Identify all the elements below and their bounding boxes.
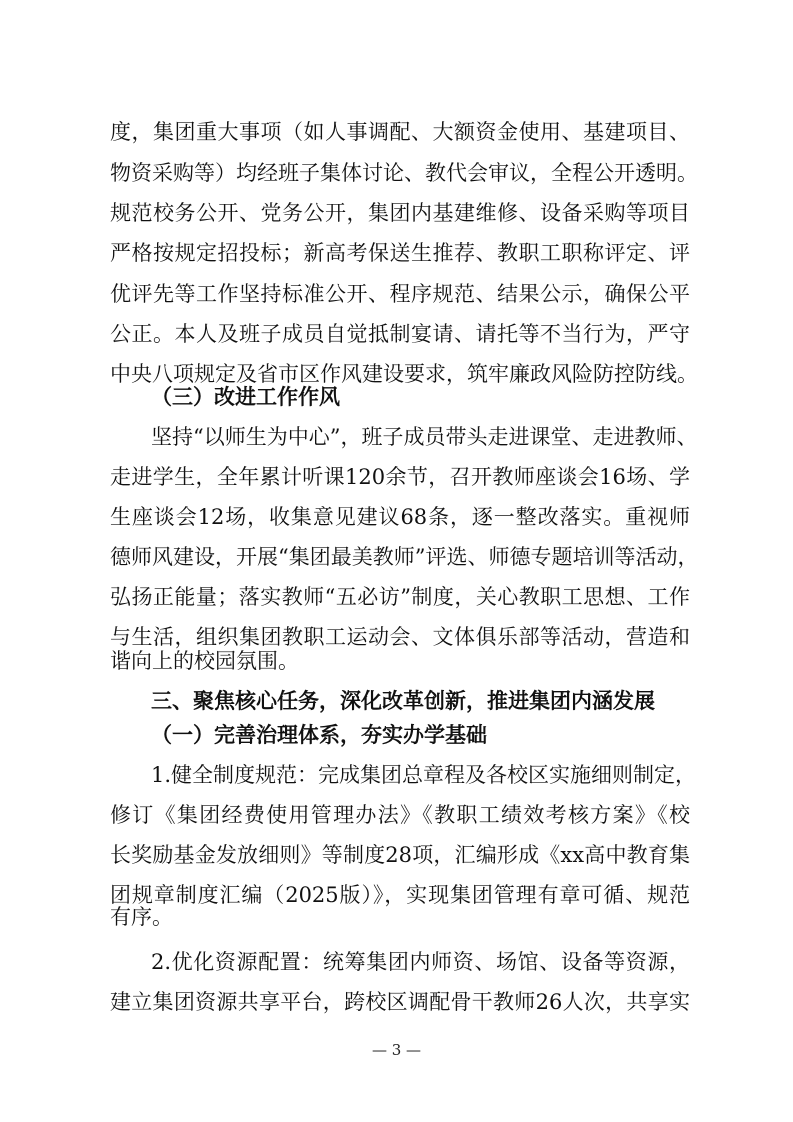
text-line: 严格按规定招投标；新高考保送生推荐、教职工职称评定、评 — [110, 241, 690, 265]
text-line: 德师风建设，开展“集团最美教师”评选、师德专题培训等活动， — [110, 545, 699, 569]
text-line: 坚持“以师生为中心”，班子成员带头走进课堂、走进教师、 — [151, 425, 698, 449]
text-line: 修订《集团经费使用管理办法》《教职工绩效考核方案》《校 — [110, 803, 690, 827]
text-line: 生座谈会12场，收集意见建议68条，逐一整改落实。重视师 — [110, 505, 690, 529]
section-heading-improve-work-style: （三）改进工作作风 — [151, 384, 340, 409]
text-line: 1.健全制度规范：完成集团总章程及各校区实施细则制定， — [151, 763, 697, 787]
chapter-heading-core-tasks: 三、聚焦核心任务，深化改革创新，推进集团内涵发展 — [151, 689, 655, 713]
text-line: 建立集团资源共享平台，跨校区调配骨干教师26人次，共享实 — [110, 990, 690, 1014]
text-line: 长奖励基金发放细则》等制度28项，汇编形成《xx高中教育集 — [110, 843, 690, 867]
text-line: 公正。本人及班子成员自觉抵制宴请、请托等不当行为，严守 — [110, 322, 690, 346]
text-line: 有序。 — [110, 905, 173, 929]
page-number: — 3 — — [371, 1041, 422, 1059]
section-heading-governance: （一）完善治理体系，夯实办学基础 — [151, 722, 487, 747]
text-line: 2.优化资源配置：统筹集团内师资、场馆、设备等资源， — [151, 950, 690, 974]
text-line: 规范校务公开、党务公开，集团内基建维修、设备采购等项目 — [110, 201, 690, 225]
text-line: 谐向上的校园氛围。 — [110, 649, 299, 673]
text-line: 团规章制度汇编（2025版）》，实现集团管理有章可循、规范 — [110, 883, 690, 907]
text-line: 物资采购等）均经班子集体讨论、教代会审议，全程公开透明。 — [110, 161, 698, 185]
text-line: 中央八项规定及省市区作风建设要求，筑牢廉政风险防控防线。 — [110, 362, 698, 386]
text-line: 优评先等工作坚持标准公开、程序规范、结果公示，确保公平 — [110, 282, 690, 306]
text-line: 度，集团重大事项（如人事调配、大额资金使用、基建项目、 — [110, 120, 690, 144]
text-line: 弘扬正能量；落实教师“五必访”制度，关心教职工思想、工作 — [110, 585, 690, 609]
text-line: 与生活，组织集团教职工运动会、文体俱乐部等活动，营造和 — [110, 625, 690, 649]
text-line: 走进学生，全年累计听课120余节，召开教师座谈会16场、学 — [110, 465, 690, 489]
